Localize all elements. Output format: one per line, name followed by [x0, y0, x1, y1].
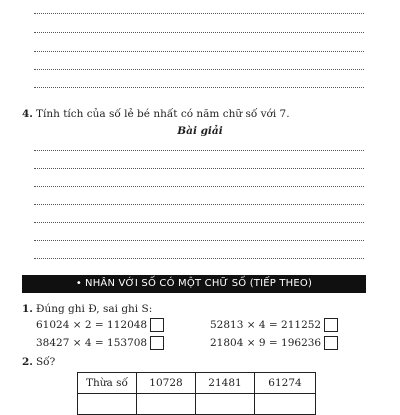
table-cell: 10728: [137, 373, 196, 394]
answer-line[interactable]: [34, 240, 364, 241]
problem-text: Tính tích của số lẻ bé nhất có năm chữ số với 7.: [35, 108, 290, 120]
table-cell: 61274: [255, 373, 316, 394]
bullet-icon: •: [75, 278, 83, 289]
answer-cell[interactable]: [137, 394, 196, 415]
table-row: [78, 394, 316, 415]
problem-2: [22, 356, 55, 368]
answer-line[interactable]: [34, 168, 364, 169]
answer-checkbox[interactable]: [324, 318, 338, 332]
answer-checkbox[interactable]: [150, 336, 164, 350]
problem-number: 1.: [22, 303, 33, 315]
problem-text: Số?: [35, 356, 56, 368]
problem-number: 4.: [22, 108, 33, 120]
solution-label: Bài giải: [177, 125, 223, 137]
answer-cell[interactable]: [255, 394, 316, 415]
equation-text: 61024 × 2 = 112048: [36, 319, 148, 331]
answer-line[interactable]: [34, 51, 364, 52]
problem-text: Đúng ghi Đ, sai ghi S:: [35, 303, 153, 315]
answer-line[interactable]: [34, 32, 364, 33]
answer-line[interactable]: [34, 222, 364, 223]
table-row: [78, 373, 316, 394]
equation-item: [210, 318, 338, 332]
equation-item: [36, 336, 164, 350]
problem-4: [22, 108, 290, 120]
problem-number: 2.: [22, 356, 33, 368]
answer-line[interactable]: [34, 87, 364, 88]
equation-item: [36, 318, 164, 332]
answer-line[interactable]: [34, 13, 364, 14]
equation-text: 52813 × 4 = 211252: [210, 319, 322, 331]
problem-1: [22, 303, 152, 315]
answer-line[interactable]: [34, 69, 364, 70]
answer-checkbox[interactable]: [150, 318, 164, 332]
table-cell: [78, 394, 137, 415]
answer-line[interactable]: [34, 150, 364, 151]
equation-text: 38427 × 4 = 153708: [36, 337, 148, 349]
table-header-cell: Thừa số: [78, 373, 137, 394]
equation-item: [210, 336, 338, 350]
section-banner: [22, 275, 366, 293]
answer-line[interactable]: [34, 204, 364, 205]
answer-checkbox[interactable]: [324, 336, 338, 350]
answer-line[interactable]: [34, 186, 364, 187]
section-title: NHÂN VỚI SỐ CÓ MỘT CHỮ SỐ (TIẾP THEO): [85, 278, 313, 289]
table-cell: 21481: [196, 373, 255, 394]
answer-line[interactable]: [34, 258, 364, 259]
factor-table: [77, 372, 316, 415]
equation-text: 21804 × 9 = 196236: [210, 337, 322, 349]
answer-cell[interactable]: [196, 394, 255, 415]
